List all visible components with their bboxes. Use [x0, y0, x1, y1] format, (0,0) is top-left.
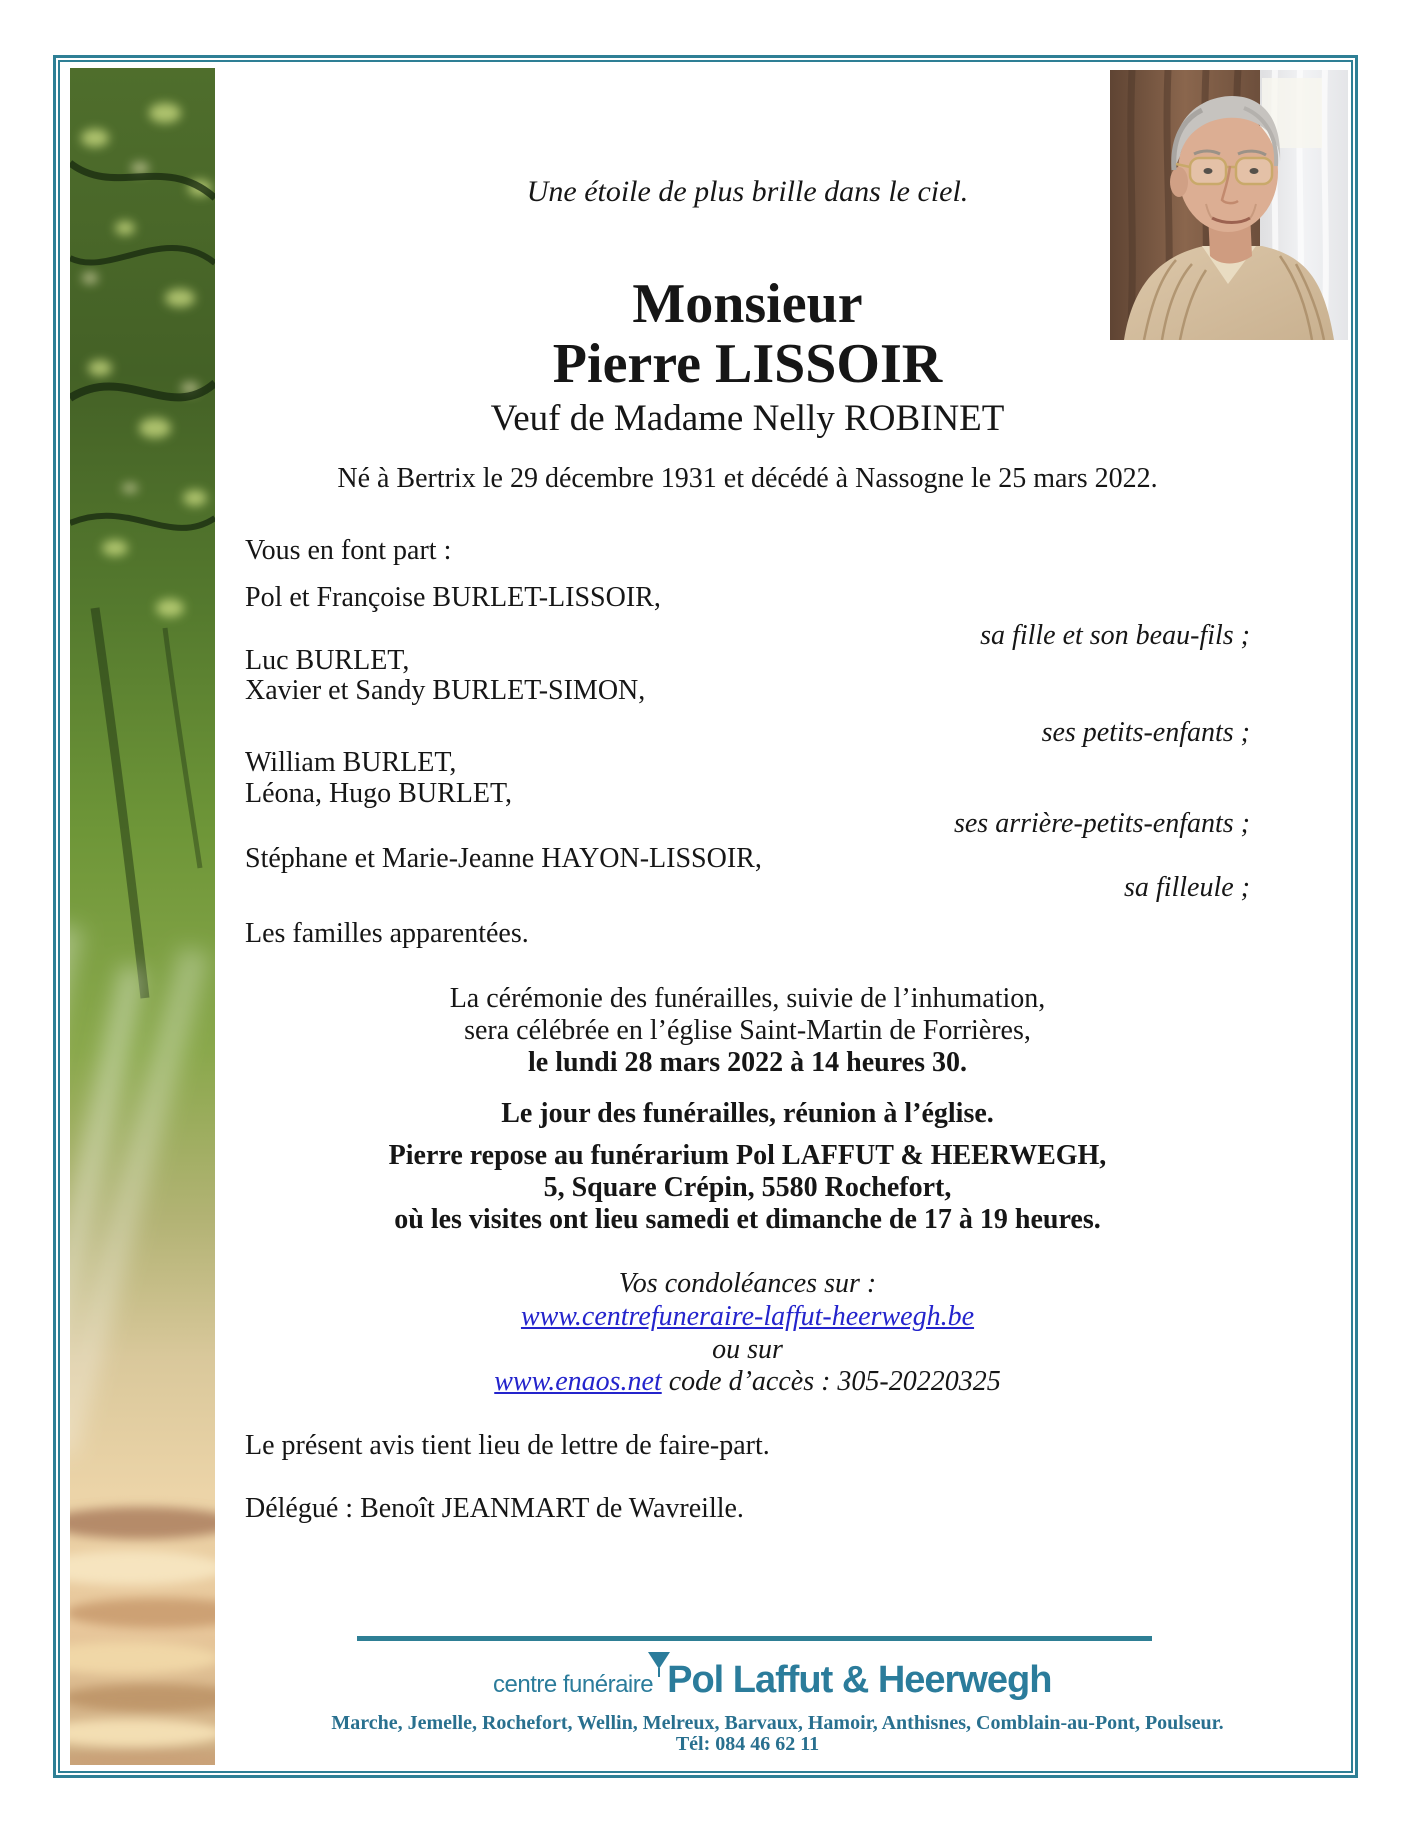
title-monsieur: Monsieur: [632, 273, 863, 335]
family-names-line: Luc BURLET,: [245, 645, 410, 676]
funeral-home-website-link[interactable]: www.centrefuneraire-laffut-heerwegh.be: [520, 1301, 975, 1332]
access-code-text: code d’accès : 305-20220325: [661, 1366, 1001, 1397]
family-names-line: Stéphane et Marie-Jeanne HAYON-LISSOIR,: [245, 843, 762, 874]
enaos-website-link[interactable]: www.enaos.net: [494, 1366, 662, 1397]
birth-death-line: Né à Bertrix le 29 décembre 1931 et décédé à Nassogne le 25 mars 2022.: [337, 463, 1158, 494]
delegate-line: Délégué : Benoît JEANMART de Wavreille.: [245, 1493, 744, 1524]
ceremony-line-2: sera célébrée en l’église Saint-Martin de Forrières,: [464, 1015, 1031, 1046]
ceremony-date-line: le lundi 28 mars 2022 à 14 heures 30.: [528, 1047, 967, 1078]
family-role-line: ses arrière-petits-enfants ;: [953, 808, 1250, 839]
title-name: Pierre LISSOIR: [552, 333, 943, 395]
footer-phone-line: Tél: 084 46 62 11: [675, 1733, 820, 1755]
condolences-link2-line: [245, 1366, 1250, 1398]
repose-address-line: 5, Square Crépin, 5580 Rochefort,: [543, 1172, 952, 1203]
brand-small-text: centre funéraire: [493, 1671, 654, 1698]
family-role-line: sa filleule ;: [1124, 872, 1250, 903]
footer-cities-line: Marche, Jemelle, Rochefort, Wellin, Melreux, Barvaux, Hamoir, Anthisnes, Comblain-au-Pont, Poulseur.: [331, 1712, 1224, 1734]
family-names-line: Xavier et Sandy BURLET-SIMON,: [245, 675, 646, 706]
intro-line: Vous en font part :: [245, 535, 452, 566]
memorial-quote: Une étoile de plus brille dans le ciel.: [526, 175, 969, 208]
brand-large-text: Pol Laffut & Heerwegh: [667, 1659, 1052, 1701]
notice-line: Le présent avis tient lieu de lettre de faire-part.: [245, 1430, 770, 1461]
condolences-link1-line: [245, 1301, 1250, 1333]
forest-strip-image: [70, 68, 215, 1765]
funeral-home-logo: [493, 1659, 1051, 1702]
condolences-intro: Vos condoléances sur :: [618, 1268, 877, 1299]
family-names-line: Pol et Françoise BURLET-LISSOIR,: [245, 582, 661, 613]
footer-separator-line: [357, 1636, 1152, 1641]
meeting-line: Le jour des funérailles, réunion à l’église.: [501, 1098, 994, 1129]
related-families-line: Les familles apparentées.: [245, 918, 529, 949]
ceremony-line-1: La cérémonie des funérailles, suivie de l’inhumation,: [449, 983, 1046, 1014]
condolences-between: ou sur: [712, 1334, 783, 1365]
family-role-line: sa fille et son beau-fils ;: [980, 620, 1250, 651]
family-role-line: ses petits-enfants ;: [1041, 717, 1250, 748]
family-names-line: Léona, Hugo BURLET,: [245, 778, 512, 809]
repose-line-1: Pierre repose au funérarium Pol LAFFUT & HEERWEGH,: [388, 1140, 1107, 1171]
subtitle-widower: Veuf de Madame Nelly ROBINET: [490, 398, 1005, 439]
repose-visits-line: où les visites ont lieu samedi et dimanche de 17 à 19 heures.: [394, 1204, 1101, 1235]
family-names-line: William BURLET,: [245, 747, 457, 778]
